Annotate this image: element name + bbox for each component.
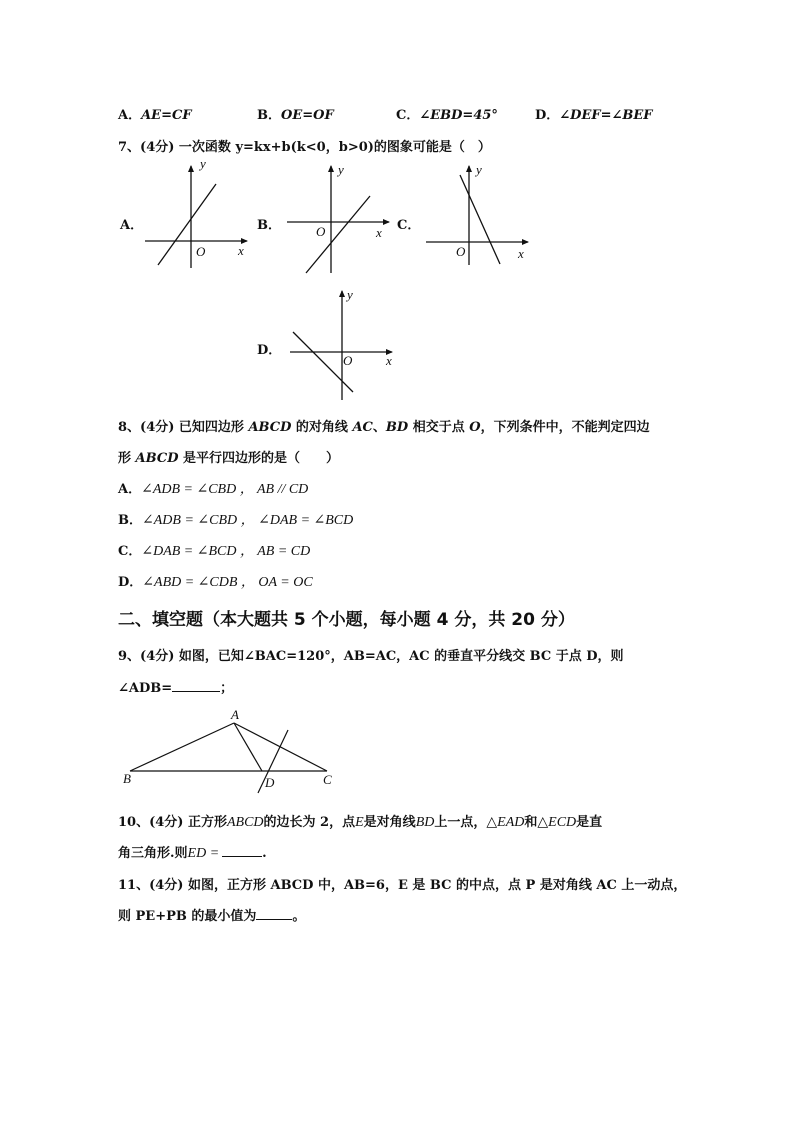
q10-math: △EAD [486,815,525,830]
origin-label: O [343,353,353,368]
q9-answer-line [118,677,233,696]
q7-graph-d [285,285,405,403]
section-heading: 二、填空题（本大题共 5 个小题，每小题 4 分，共 20 分） [118,610,575,630]
q8-stem-part: 8、(4分) 已知四边形 [118,420,244,435]
q11-stem: 11、(4分) 如图，正方形 ABCD 中，AB=6，E 是 BC 的中点，点 P 是对角线 AC 上一动点， [118,878,687,893]
q10-math: E [355,815,364,830]
vertex-a-label: A [231,707,239,722]
q10-text: 上一点， [434,815,487,830]
q10-answer-line [118,842,267,862]
q9-stem: 9、(4分) 如图，已知∠BAC=120°，AB=AC，AC 的垂直平分线交 BC 于点 D，则 [118,649,624,664]
option-text: ∠DEF=∠BEF [559,108,653,123]
q8-stem-abcd: ABCD [248,420,292,435]
q9-answer-end: ； [220,681,234,696]
q8-stem-part: 相交于点 [412,420,465,435]
q6-option-a [118,104,192,123]
origin-label: O [316,224,326,239]
y-label: y [200,156,206,171]
q10-math: ABCD [226,815,264,830]
q8-option-c [118,540,310,560]
option-letter: D． [535,108,560,123]
option-text: ∠EBD=45° [419,108,498,123]
q9-triangle-figure [120,705,345,797]
option-letter: C． [396,108,420,123]
option-text: ∠ADB = ∠CBD ， ∠DAB = ∠BCD [142,513,354,528]
q10-stem [118,811,602,831]
option-letter: B． [257,108,281,123]
option-letter: B． [118,513,142,528]
option-letter: D． [118,575,143,590]
q7-graph-c [422,160,542,272]
q8-stem-part: 、 [372,420,386,435]
q10-text: 和 [524,815,538,830]
option-text: OE=OF [281,108,334,123]
segment-ab [130,723,234,771]
q10-text: 10、(4分) 正方形 [118,815,227,830]
function-line [158,184,216,265]
q10-math: △ECD [537,815,577,830]
option-letter: A． [118,108,142,123]
q10-text: 角三角形.则 [118,846,188,861]
q8-stem-ac: AC [352,420,373,435]
q10-text: 是对角线 [363,815,416,830]
q10-text: 的边长为 2，点 [263,815,356,830]
q8-stem-part: 形 [118,451,132,466]
option-letter: C． [118,544,142,559]
q8-option-d [118,571,313,591]
origin-label: O [196,244,206,259]
q7-graph-b [282,160,402,275]
q7-graph-a [140,156,260,272]
answer-blank[interactable] [172,679,220,692]
option-text: ∠ABD = ∠CDB ， OA = OC [142,575,313,590]
option-text: ∠ADB = ∠CBD ， AB // CD [141,482,309,497]
x-label: x [376,225,382,240]
x-label: x [238,243,244,258]
q9-answer-prefix: ∠ADB= [118,681,173,696]
y-label: y [476,162,482,177]
q8-option-b [118,509,353,529]
x-label: x [386,353,392,368]
answer-blank[interactable] [256,907,292,920]
option-text: ∠DAB = ∠BCD ， AB = CD [141,544,311,559]
q8-stem-part: 的对角线 [295,420,348,435]
q6-option-c [396,104,498,123]
q6-option-d [535,104,653,123]
q10-math: BD [415,815,435,830]
y-label: y [347,287,353,302]
q11-answer-line [118,905,305,924]
x-label: x [518,246,524,261]
vertex-c-label: C [323,772,332,787]
q8-stem-part: ，下列条件中，不能判定四边 [480,420,650,435]
q7-label-b: B． [257,218,281,233]
q11-text: 。 [292,909,306,924]
q6-option-b [257,104,334,123]
q8-stem-bd: BD [385,420,409,435]
q8-stem-part: 是平行四边形的是（ ） [183,451,340,466]
q7-label-a: A． [120,218,144,233]
point-d-label: D [265,775,275,790]
y-label: y [338,162,344,177]
q10-text: 是直 [576,815,603,830]
q8-option-a [118,478,308,498]
vertex-b-label: B [123,771,131,786]
q8-stem [118,416,650,435]
answer-blank[interactable] [222,844,262,857]
q8-stem-abcd: ABCD [135,451,179,466]
q8-stem-o: O [469,420,481,435]
function-line [460,175,500,264]
option-letter: A． [118,482,142,497]
q7-label-d: D． [257,343,282,358]
q11-text: 则 PE+PB 的最小值为 [118,909,257,924]
q7-label-c: C． [397,218,421,233]
q7-stem: 7、(4分) 一次函数 y=kx+b(k<0，b>0)的图象可能是（ ） [118,140,491,155]
q10-math: ED = [187,846,220,861]
origin-label: O [456,244,466,259]
option-text: AE=CF [141,108,192,123]
q10-text: . [262,846,267,861]
q8-stem-line2 [118,447,339,466]
